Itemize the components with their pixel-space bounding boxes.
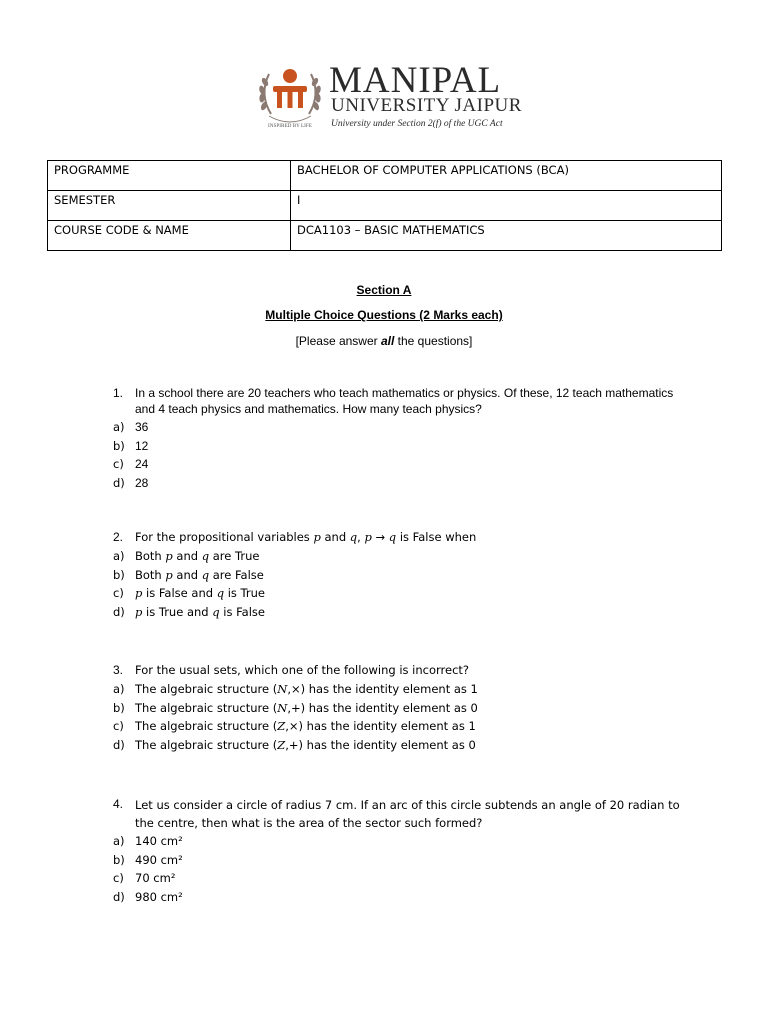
course-label: COURSE CODE & NAME xyxy=(48,221,291,251)
question-number: 4. xyxy=(113,797,124,811)
option-a xyxy=(113,680,683,699)
option-label: a) xyxy=(113,834,125,848)
programme-label: PROGRAMME xyxy=(48,161,291,191)
option-b xyxy=(113,437,683,456)
option-label: b) xyxy=(113,852,125,867)
option-c xyxy=(113,455,683,474)
option-label: d) xyxy=(113,889,125,904)
option-text: 12 xyxy=(135,438,149,453)
option-label: c) xyxy=(113,871,124,886)
question-2 xyxy=(113,529,683,621)
svg-text:INSPIRED BY LIFE: INSPIRED BY LIFE xyxy=(268,123,312,129)
option-text: 70 cm² xyxy=(135,871,176,886)
option-text: 24 xyxy=(135,457,149,472)
option-c xyxy=(113,717,683,736)
option-label: b) xyxy=(113,700,125,715)
option-text: Both p and q are True xyxy=(135,549,260,563)
section-instruction xyxy=(0,334,768,348)
option-d xyxy=(113,736,683,755)
logo-tagline: University under Section 2(f) of the UGC Act xyxy=(331,119,503,129)
logo-name: MANIPAL xyxy=(329,60,502,101)
university-logo xyxy=(255,60,525,132)
option-d xyxy=(113,474,683,493)
option-b xyxy=(113,699,683,718)
option-label: d) xyxy=(113,475,125,490)
course-info-table xyxy=(47,160,722,251)
option-text: 980 cm² xyxy=(135,889,183,904)
option-label: c) xyxy=(113,586,124,601)
option-d xyxy=(113,888,683,907)
semester-value: I xyxy=(291,191,722,221)
option-b xyxy=(113,851,683,870)
question-number: 1. xyxy=(113,386,124,400)
option-text: The algebraic structure (Z,×) has the identity element as 1 xyxy=(135,719,476,734)
option-label: b) xyxy=(113,567,125,582)
option-text: The algebraic structure (N,×) has the identity element as 1 xyxy=(135,682,478,696)
instruction-text-end: the questions] xyxy=(394,334,473,348)
option-label: c) xyxy=(113,457,124,472)
option-text: 28 xyxy=(135,475,149,490)
option-text: The algebraic structure (Z,+) has the identity element as 0 xyxy=(135,737,476,752)
option-text: Both p and q are False xyxy=(135,567,264,582)
instruction-text-start: [Please answer xyxy=(295,334,381,348)
question-text: In a school there are 20 teachers who teach mathematics or physics. Of these, 12 teach mathematics and 4 teach physics and mathematics. How many teach physics? xyxy=(135,386,674,416)
question-text: For the usual sets, which one of the following is incorrect? xyxy=(135,663,470,677)
logo-subtitle: UNIVERSITY JAIPUR xyxy=(331,95,522,116)
option-label: a) xyxy=(113,549,125,563)
table-row xyxy=(48,191,722,221)
option-text: The algebraic structure (N,+) has the identity element as 0 xyxy=(135,700,478,715)
programme-value: BACHELOR OF COMPUTER APPLICATIONS (BCA) xyxy=(291,161,722,191)
option-text: 36 xyxy=(135,420,149,434)
option-label: c) xyxy=(113,719,124,734)
table-row xyxy=(48,221,722,251)
course-value: DCA1103 – BASIC MATHEMATICS xyxy=(291,221,722,251)
option-label: a) xyxy=(113,682,125,696)
section-subtitle: Multiple Choice Questions (2 Marks each) xyxy=(265,308,503,322)
section-title: Section A xyxy=(356,283,412,297)
question-text: For the propositional variables p and q, p → q is False when xyxy=(135,530,477,544)
option-c xyxy=(113,869,683,888)
option-a xyxy=(113,832,683,851)
option-b xyxy=(113,566,683,585)
option-label: d) xyxy=(113,604,125,619)
question-number: 2. xyxy=(113,530,124,544)
option-label: d) xyxy=(113,737,125,752)
instruction-emphasis: all xyxy=(380,334,395,348)
question-3 xyxy=(113,662,683,754)
option-text: 490 cm² xyxy=(135,852,183,867)
option-d xyxy=(113,603,683,622)
option-c xyxy=(113,584,683,603)
semester-label: SEMESTER xyxy=(48,191,291,221)
question-number: 3. xyxy=(113,663,124,677)
question-text: Let us consider a circle of radius 7 cm. If an arc of this circle subtends an angle of 20 radian to the centre, then what is the area of the sector such formed? xyxy=(135,798,680,830)
option-a xyxy=(113,418,683,437)
question-4 xyxy=(113,796,683,906)
question-1 xyxy=(113,385,683,492)
table-row xyxy=(48,161,722,191)
manipal-emblem-icon xyxy=(255,60,325,130)
option-a xyxy=(113,547,683,566)
option-label: a) xyxy=(113,420,125,434)
option-text: p is True and q is False xyxy=(135,604,265,619)
option-label: b) xyxy=(113,438,125,453)
option-text: p is False and q is True xyxy=(135,586,265,601)
option-text: 140 cm² xyxy=(135,834,183,848)
